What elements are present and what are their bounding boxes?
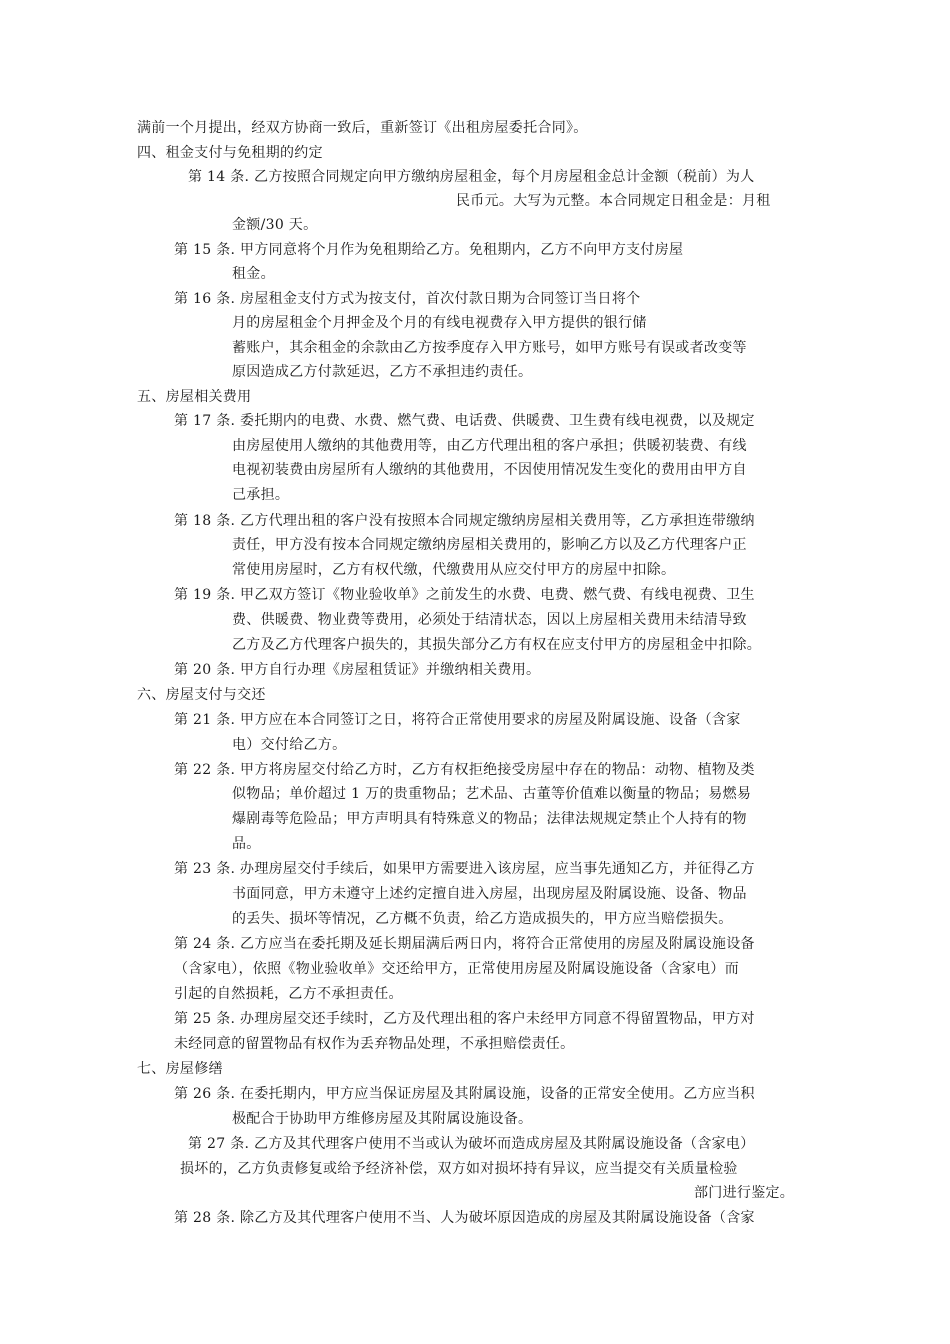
text-line: 引起的自然损耗，乙方不承担责任。 (174, 986, 403, 1002)
text-line: 责任，甲方没有按本合同规定缴纳房屋相关费用的，影响乙方以及乙方代理客户正 (232, 537, 747, 553)
text-line: 蓄账户，其余租金的余款由乙方按季度存入甲方账号，如甲方账号有误或者改变等 (232, 340, 747, 356)
text-line: 常使用房屋时，乙方有权代缴，代缴费用从应交付甲方的房屋中扣除。 (232, 562, 676, 578)
text-line: 民币元。大写为元整。本合同规定日租金是：月租 (456, 193, 771, 209)
text-line: 极配合于协助甲方维修房屋及其附属设施设备。 (232, 1111, 533, 1127)
text-line: 部门进行鉴定。 (694, 1185, 795, 1201)
section-heading: 六、房屋支付与交还 (137, 687, 266, 703)
clause-20: 第 20 条. 甲方自行办理《房屋租赁证》并缴纳相关费用。 (174, 662, 541, 678)
text-line: 品。 (232, 836, 261, 852)
section-heading: 五、房屋相关费用 (137, 389, 252, 405)
clause-25: 第 25 条. 办理房屋交还手续时，乙方及代理出租的客户未经甲方同意不得留置物品，甲方对 (174, 1011, 755, 1027)
clause-17: 第 17 条. 委托期内的电费、水费、燃气费、电话费、供暖费、卫生费有线电视费，以及规定 (174, 413, 755, 429)
clause-24: 第 24 条. 乙方应当在委托期及延长期届满后两日内，将符合正常使用的房屋及附属设施设备 (174, 936, 755, 952)
text-line: 金额/30 天。 (232, 217, 318, 233)
clause-21: 第 21 条. 甲方应在本合同签订之日，将符合正常使用要求的房屋及附属设施、设备（含家 (174, 712, 741, 728)
clause-27: 第 27 条. 乙方及其代理客户使用不当或认为破坏而造成房屋及其附属设施设备（含家电） (188, 1136, 755, 1152)
clause-28: 第 28 条. 除乙方及其代理客户使用不当、人为破坏原因造成的房屋及其附属设施设备（含家 (174, 1210, 755, 1226)
section-heading: 七、房屋修缮 (137, 1061, 223, 1077)
clause-18: 第 18 条. 乙方代理出租的客户没有按照本合同规定缴纳房屋相关费用等，乙方承担连带缴纳 (174, 513, 755, 529)
clause-16: 第 16 条. 房屋租金支付方式为按支付，首次付款日期为合同签订当日将个 (174, 291, 641, 307)
clause-23: 第 23 条. 办理房屋交付手续后，如果甲方需要进入该房屋，应当事先通知乙方，并征得乙方 (174, 861, 755, 877)
text-line: 电）交付给乙方。 (232, 737, 347, 753)
text-line: 爆剧毒等危险品；甲方声明具有特殊意义的物品；法律法规规定禁止个人持有的物 (232, 811, 747, 827)
section-heading: 四、租金支付与免租期的约定 (137, 145, 323, 161)
text-line: 乙方及乙方代理客户损失的，其损失部分乙方有权在应支付甲方的房屋租金中扣除。 (232, 637, 762, 653)
clause-26: 第 26 条. 在委托期内，甲方应当保证房屋及其附属设施，设备的正常安全使用。乙方应当积 (174, 1086, 755, 1102)
text-line: 损坏的，乙方负责修复或给予经济补偿，双方如对损坏持有异议，应当提交有关质量检验 (180, 1161, 738, 1177)
text-line: 未经同意的留置物品有权作为丢弃物品处理，不承担赔偿责任。 (174, 1036, 575, 1052)
text-line: 原因造成乙方付款延迟，乙方不承担违约责任。 (232, 364, 533, 380)
text-line: 书面同意，甲方未遵守上述约定擅自进入房屋，出现房屋及附属设施、设备、物品 (232, 886, 747, 902)
text-line: 的丢失、损坏等情况，乙方概不负责，给乙方造成损失的，甲方应当赔偿损失。 (232, 911, 733, 927)
text-line: 似物品；单价超过 1 万的贵重物品；艺术品、古董等价值难以衡量的物品；易燃易 (232, 786, 752, 802)
text-line: 费、供暖费、物业费等费用，必须处于结清状态，因以上房屋相关费用未结清导致 (232, 612, 747, 628)
text-line: 租金。 (232, 266, 275, 282)
text-line: 己承担。 (232, 487, 290, 503)
clause-14: 第 14 条. 乙方按照合同规定向甲方缴纳房屋租金，每个月房屋租金总计金额（税前）为人 (188, 169, 755, 185)
text-line: 电视初装费由房屋所有人缴纳的其他费用，不因使用情况发生变化的费用由甲方自 (232, 462, 747, 478)
text-line: （含家电），依照《物业验收单》交还给甲方，正常使用房屋及附属设施设备（含家电）而 (174, 961, 739, 977)
text-line: 月的房屋租金个月押金及个月的有线电视费存入甲方提供的银行储 (232, 315, 647, 331)
clause-15: 第 15 条. 甲方同意将个月作为免租期给乙方。免租期内，乙方不向甲方支付房屋 (174, 242, 684, 258)
text-line: 由房屋使用人缴纳的其他费用等，由乙方代理出租的客户承担；供暖初装费、有线 (232, 438, 747, 454)
clause-22: 第 22 条. 甲方将房屋交付给乙方时，乙方有权拒绝接受房屋中存在的物品：动物、植物及类 (174, 762, 755, 778)
text-line: 满前一个月提出，经双方协商一致后，重新签订《出租房屋委托合同》。 (137, 120, 588, 136)
clause-19: 第 19 条. 甲乙双方签订《物业验收单》之前发生的水费、电费、燃气费、有线电视费、卫生 (174, 587, 755, 603)
